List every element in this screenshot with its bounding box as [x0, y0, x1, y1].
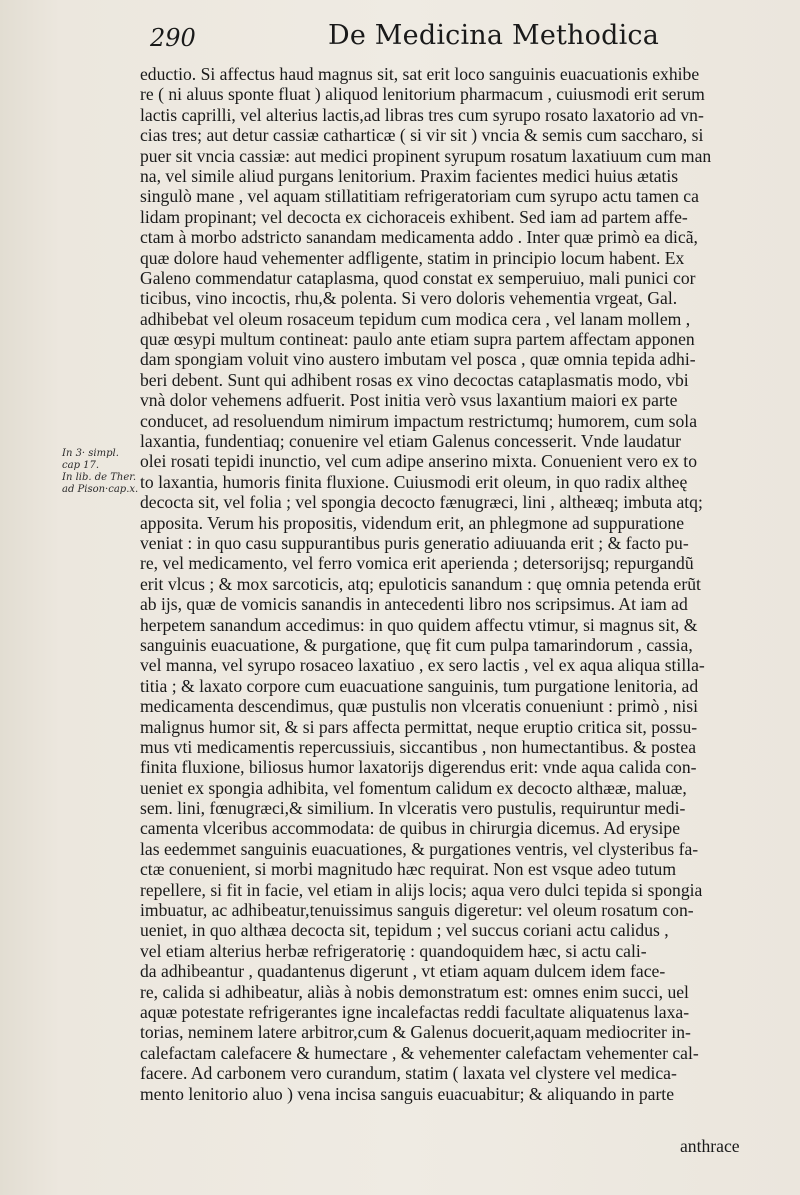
body-text [140, 64, 780, 1104]
text-line: medicamenta descendimus, quæ pustulis non vlceratis conueniunt : primò , nisi [140, 696, 699, 717]
text-line: adhibebat vel oleum rosaceum tepidum cum modica cera , vel lanam mollem , [140, 308, 691, 329]
text-line: apposita. Verum his propositis, videndum erit, an phlegmone ad suppuratione [140, 512, 685, 533]
text-line: lidam propinant; vel decocta ex cichoraceis exhibent. Sed iam ad partem affe- [140, 206, 688, 227]
text-line: re, calida si adhibeatur, aliàs à nobis demonstratum est: omnes enim succi, uel [140, 981, 689, 1002]
text-line: singulò mane , vel aquam stillatitiam refrigeratoriam cum syrupo actu tamen ca [140, 186, 699, 207]
running-head: De Medicina Methodica [328, 20, 660, 51]
text-line: ueniet ex spongia adhibita, vel fomentum calidum ex decocto althææ, maluæ, [140, 777, 687, 798]
text-line: finita fluxione, biliosus humor laxatorijs digerendus erit: vnde aqua calida con- [140, 757, 697, 778]
text-line: olei rosati tepidi inunctio, vel cum adipe anserino mixta. Conuenient vero ex to [140, 451, 697, 472]
text-line: puer sit vncia cassiæ: aut medici propinent syrupum rosatum laxatiuum cum man [140, 145, 712, 166]
text-line: mus vti medicamentis repercussiuis, siccantibus , non humectantibus. & postea [140, 736, 697, 757]
text-line: decocta sit, vel folia ; vel spongia decocto fænugræci, lini , altheæq; imbuta atq; [140, 492, 703, 513]
text-line: calefactam calefacere & humectare , & vehementer calefactam vehementer cal- [140, 1042, 699, 1063]
text-line: herpetem sanandum accedimus: in quo quidem affectu vtimur, si magnus sit, & [140, 614, 698, 635]
text-line: sem. lini, fœnugræci,& similium. In vlceratis vero pustulis, requiruntur medi- [140, 798, 686, 819]
text-line: quæ œsypi multum contineat: paulo ante etiam supra partem affectam apponen [140, 329, 695, 350]
text-line: re ( ni aluus sponte fluat ) aliquod lenitorium pharmacum , cuiusmodi erit serum [140, 84, 705, 105]
text-line: laxantia, fundentiaq; conuenire vel etiam Galenus concesserit. Vnde laudatur [140, 431, 681, 452]
text-line: eductio. Si affectus haud magnus sit, sat erit loco sanguinis euacuationis exhibe [140, 64, 700, 84]
margin-note: In 3· simpl. [62, 448, 119, 459]
text-line: to laxantia, humoris finita fluxione. Cuiusmodi erit oleum, in quo radix altheę [140, 471, 688, 492]
text-line: cias tres; aut detur cassiæ catharticæ ( si vir sit ) vncia & semis cum saccharo, si [140, 125, 704, 146]
text-line: malignus humor sit, & si pars affecta permittat, neque eruptio critica sit, possu- [140, 716, 698, 737]
text-line: vnà dolor vehemens adfuerit. Post initia verò vsus laxantium maiori ex parte [140, 390, 678, 411]
catchword: anthrace [680, 1136, 740, 1156]
text-line: Galeno commendatur cataplasma, quod constat ex semperuiuo, mali punici cor [140, 267, 696, 288]
text-line: na, vel simile aliud purgans lenitorium. Praxim facientes medici huius ætatis [140, 165, 679, 186]
text-line: ab ijs, quæ de vomicis sanandis in antecedenti libro nos scripsimus. At iam ad [140, 594, 688, 615]
page-number: 290 [150, 24, 196, 52]
text-line: facere. Ad carbonem vero curandum, statim ( laxata vel clystere vel medica- [140, 1063, 677, 1084]
text-line: vel manna, vel syrupo rosaceo laxatiuo , ex sero lactis , vel ex aqua aliqua stilla- [140, 655, 705, 676]
text-line: veniat : in quo casu suppurantibus puris generatio adiuuanda erit ; & facto pu- [140, 532, 689, 553]
text-line: ctam à morbo adstricto sanandam medicamenta addo . Inter quæ primò ea dicã, [140, 227, 698, 248]
text-line: sanguinis euacuatione, & purgatione, quę fit cum pulpa tamarindorum , cassia, [140, 634, 693, 655]
text-line: camenta vlceribus accommodata: de quibus in chirurgia dicemus. Ad erysipe [140, 818, 681, 839]
margin-note: ad Pison·cap.x. [62, 484, 139, 495]
text-line: aquæ potestate refrigerantes igne incalefactas reddi facultate aliquatenus laxa- [140, 1001, 690, 1022]
text-line: las eedemmet sanguinis euacuationes, & purgationes ventris, vel clysteribus fa- [140, 838, 699, 859]
margin-notes [62, 448, 152, 496]
margin-note: In lib. de Ther. [62, 472, 137, 483]
text-line: torias, neminem latere arbitror,cum & Galenus docuerit,aquam mediocriter in- [140, 1022, 691, 1043]
margin-note: cap 17. [62, 460, 100, 471]
text-line: beri debent. Sunt qui adhibent rosas ex vino decoctas cataplasmatis modo, vbi [140, 369, 689, 390]
text-line: dam spongiam voluit vino austero imbutam vel posca , quæ omnia tepida adhi- [140, 349, 696, 370]
text-line: re, vel medicamento, vel ferro vomica erit aperienda ; detersorijsq; repurgandũ [140, 553, 694, 574]
text-line: vel etiam alterius herbæ refrigeratorię : quandoquidem hæc, si actu cali- [140, 940, 647, 961]
text-line: titia ; & laxato corpore cum euacuatione sanguinis, tum purgatione lenitoria, ad [140, 675, 699, 696]
text-line: quæ dolore haud vehementer adfligente, statim in principio locum habent. Ex [140, 247, 685, 268]
text-line: ueniet, in quo althæa decocta sit, tepidum ; vel succus coriani actu calidus , [140, 920, 669, 941]
page-header [150, 14, 770, 58]
text-line: repellere, si fit in facie, vel etiam in alijs locis; aqua vero dulci tepida si spongia [140, 879, 703, 900]
text-line: imbuatur, ac adhibeatur,tenuissimus sanguis digeretur: vel oleum rosatum con- [140, 900, 694, 921]
text-line: da adhibeantur , quadantenus digerunt , vt etiam aquam dulcem idem face- [140, 961, 666, 982]
text-line: erit vlcus ; & mox sarcoticis, atq; epuloticis sanandum : quę omnia petenda erũt [140, 573, 701, 594]
text-line: ctæ conuenient, si morbi magnitudo hæc requirat. Non est vsque adeo tutum [140, 859, 677, 880]
text-line: lactis caprilli, vel alterius lactis,ad libras tres cum syrupo rosato laxatorio ad vn- [140, 104, 704, 125]
text-line: ticibus, vino incoctis, rhu,& polenta. Si vero doloris vehementia vrgeat, Gal. [140, 288, 678, 309]
text-line: conducet, ad resoluendum nimirum impactum restrictumq; humorem, cum sola [140, 410, 698, 431]
text-line: mento lenitorio aluo ) vena incisa sanguis euacuabitur; & aliquando in parte [140, 1083, 675, 1104]
